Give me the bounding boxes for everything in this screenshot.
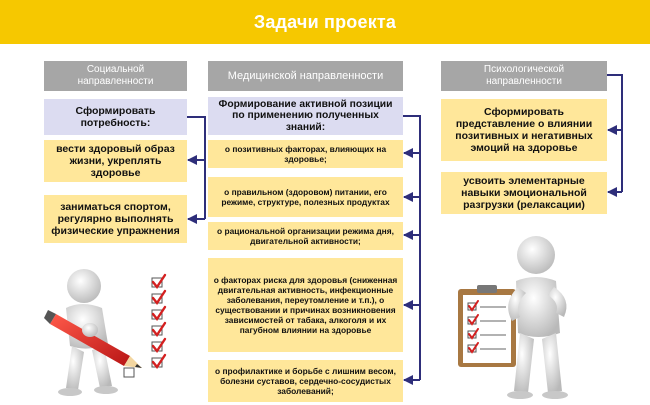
psychological-goal [441,99,607,161]
psychological-goal-text: Сформировать представление о влиянии позитивных и негативных эмоций на здоровье [455,106,593,154]
medical-item-3-text: о рациональной организации режима дня, двигательной активности; [217,226,394,246]
figure-with-clipboard-checklist [440,225,590,403]
medical-item-4 [208,258,403,352]
checkmark-icon [153,275,165,367]
clipboard-icon [458,285,516,367]
medical-item-4-text: о факторах риска для здоровья (сниженная двигательная активность, инфекционные заболевания, переутомление и т.п.), о существовании и причинах возникновения зависимостей от табака, алкоголя и их пагубном влиянии на здоровье [213,275,398,335]
medical-header [208,61,403,91]
psychological-item-1-text: усвоить элементарные навыки эмоциональной разгрузки (релаксации) [461,175,587,211]
medical-item-2-text: о правильном (здоровом) питании, его режиме, структуре, полезных продуктах [221,187,390,207]
page-title: Задачи проекта [253,11,397,32]
medical-header-label: Медицинской направленности [227,70,384,82]
medical-item-5 [208,360,403,402]
medical-item-3 [208,222,403,250]
social-connector [187,117,205,219]
social-header [44,61,187,91]
medical-goal [208,97,403,135]
medical-goal-text: Формирование активной позиции по применению полученных знаний: [218,98,393,133]
social-header-label: Социальной направленности [77,64,154,87]
social-item-1-text: вести здоровый образ жизни, укреплять здоровье [56,143,175,179]
social-goal-text: Сформировать потребность: [75,105,156,129]
social-item-2 [44,195,187,243]
social-item-1 [44,140,187,182]
figure-with-pencil-and-checklist [44,256,194,402]
medical-item-1 [208,140,403,168]
psychological-header [441,61,607,91]
psychological-item-1 [441,172,607,214]
psychological-header-label: Психологической направленности [483,64,565,87]
medical-item-1-text: о позитивных факторах, влияющих на здоровье; [224,144,387,164]
social-goal [44,99,187,135]
social-item-2-text: заниматься спортом, регулярно выполнять физические упражнения [51,201,180,237]
medical-item-5-text: о профилактике и борьбе с лишним весом, болезни суставов, сердечно-сосудистых заболеваний; [215,366,396,396]
psychological-connector [607,75,622,192]
medical-connector [403,116,420,380]
medical-item-2 [208,177,403,217]
